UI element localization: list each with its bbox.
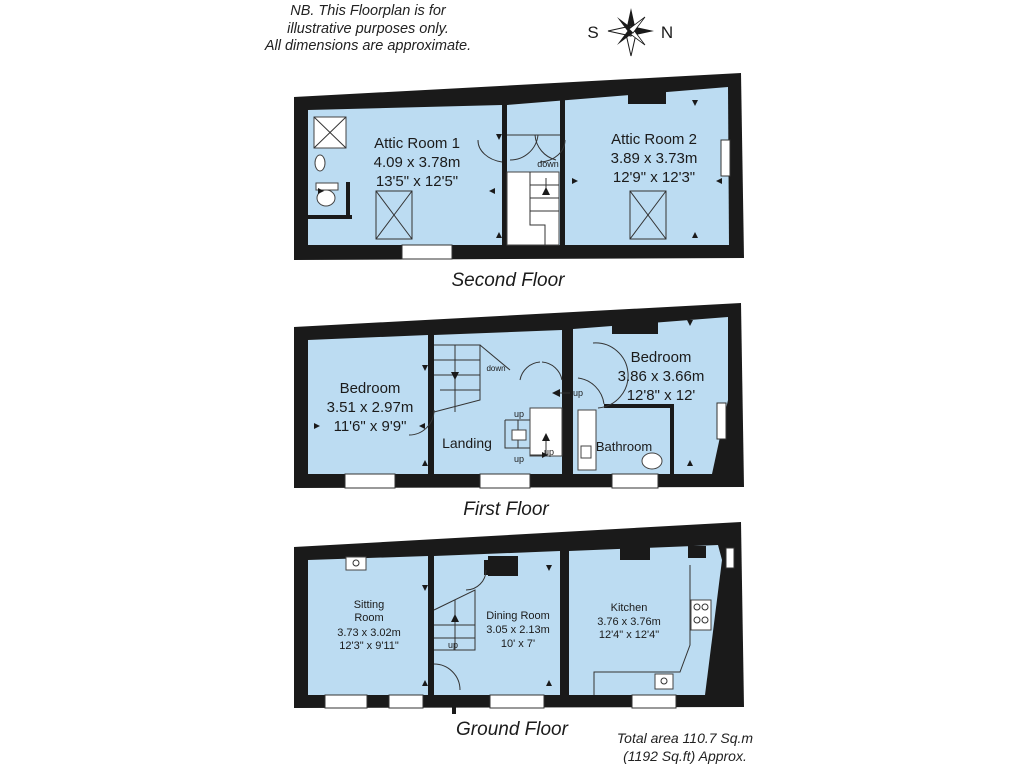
kitchen-metric: 3.76 x 3.76m <box>597 616 661 628</box>
first-stair-up-label-1: up <box>513 409 525 419</box>
disclaimer-line-1: NB. This Floorplan is for <box>290 3 446 19</box>
kitchen-name: Kitchen <box>610 602 648 614</box>
sitting-room-metric: 3.73 x 3.02m <box>337 627 401 639</box>
sitting-room-name-1: Sitting <box>353 599 385 611</box>
compass-south-label: S <box>587 23 599 42</box>
first-stair-up-label-3: up <box>543 447 555 457</box>
first-bedroom-1-imperial: 11'6" x 9'9" <box>333 418 407 435</box>
kitchen-imperial: 12'4" x 12'4" <box>598 629 660 641</box>
dining-room-metric: 3.05 x 2.13m <box>486 624 550 636</box>
compass-north-label: N <box>660 23 674 42</box>
first-floor-title: First Floor <box>463 499 549 520</box>
sitting-room-name-2: Room <box>354 612 384 624</box>
ground-floor-title: Ground Floor <box>456 719 568 740</box>
disclaimer-line-3: All dimensions are approximate. <box>264 38 472 54</box>
first-stair-down-label: down <box>486 364 506 373</box>
second-floor-stair-label: down <box>537 159 559 169</box>
dining-room-imperial: 10' x 7' <box>500 638 536 650</box>
total-area-line-2: (1192 Sq.ft) Approx. <box>623 748 747 764</box>
sitting-room-imperial: 12'3" x 9'11" <box>339 640 399 652</box>
first-stair-up-label-4: up <box>572 388 584 398</box>
first-bedroom-1-metric: 3.51 x 2.97m <box>326 399 414 416</box>
total-area-note <box>600 729 770 765</box>
landing-label: Landing <box>442 435 492 451</box>
first-bedroom-1-name: Bedroom <box>339 380 401 397</box>
attic-room-2-imperial: 12'9" x 12'3" <box>612 169 696 186</box>
disclaimer-line-2: illustrative purposes only. <box>287 20 449 37</box>
total-area-line-1: Total area 110.7 Sq.m <box>616 730 754 746</box>
bathroom-label: Bathroom <box>595 439 653 454</box>
ground-stair-up-label: up <box>447 640 459 650</box>
first-bedroom-2-imperial: 12'8" x 12' <box>626 387 696 404</box>
second-floor-title: Second Floor <box>451 270 565 291</box>
first-bedroom-2-metric: 3.86 x 3.66m <box>617 368 705 385</box>
attic-room-1-name: Attic Room 1 <box>374 135 460 152</box>
attic-room-2-metric: 3.89 x 3.73m <box>610 150 698 167</box>
attic-room-1-imperial: 13'5" x 12'5" <box>375 173 459 190</box>
compass-rose-icon <box>608 8 654 56</box>
first-bedroom-2-name: Bedroom <box>630 349 692 366</box>
attic-room-1-metric: 4.09 x 3.78m <box>373 154 461 171</box>
dining-room-name: Dining Room <box>486 610 550 622</box>
first-stair-up-label-2: up <box>513 454 525 464</box>
attic-room-2-name: Attic Room 2 <box>611 131 697 148</box>
